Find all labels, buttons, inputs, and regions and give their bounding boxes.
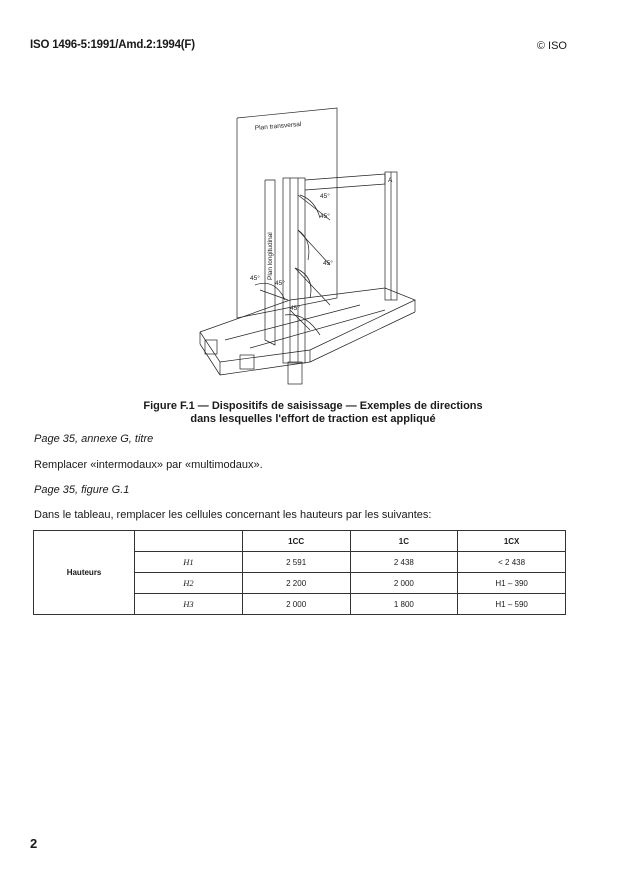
cell-h1-1cx: < 2 438 (458, 552, 566, 573)
base-frame (200, 288, 415, 362)
reference-figure: Page 35, figure G.1 (34, 484, 130, 496)
cell-h3-1c: 1 800 (350, 594, 458, 615)
table-header-row (34, 531, 566, 552)
replacement-instruction: Remplacer «intermodaux» par «multimodaux». (34, 459, 263, 471)
heights-table (33, 530, 566, 615)
angle-arc-mid (298, 230, 309, 260)
copyright-mark: © ISO (536, 40, 567, 52)
table-instruction: Dans le tableau, remplacer les cellules concernant les hauteurs par les suivantes: (34, 509, 432, 521)
longitudinal-plane-label: Plan longitudinal (267, 232, 274, 280)
caption-line-1: Figure F.1 — Dispositifs de saisissage — Exemples de directions (143, 400, 483, 412)
front-corner-post (283, 178, 305, 363)
angle-label-upper: 45° (320, 213, 330, 220)
col-header-1cc: 1CC (242, 531, 350, 552)
figure-caption (100, 400, 526, 426)
middle-foot (240, 355, 254, 369)
angle-label-base: 45° (290, 305, 300, 312)
angle-label-middle: 45° (323, 260, 333, 267)
cell-h2-1c: 2 000 (350, 573, 458, 594)
corner-mark: A (388, 177, 393, 184)
cell-h3-1cx: H1 – 590 (458, 594, 566, 615)
cell-h2-1cc: 2 200 (242, 573, 350, 594)
row-label-h2: H2 (135, 573, 243, 594)
row-group-header: Hauteurs (34, 531, 135, 615)
container-lifting-figure (180, 100, 440, 390)
angle-label-top: 45° (320, 193, 330, 200)
angle-arc-low (295, 268, 311, 298)
cell-h2-1cx: H1 – 390 (458, 573, 566, 594)
angle-label-left: 45° (250, 275, 260, 282)
cell-h1-1c: 2 438 (350, 552, 458, 573)
reference-annex-title: Page 35, annexe G, titre (34, 433, 154, 445)
col-header-1c: 1C (350, 531, 458, 552)
document-identifier: ISO 1496-5:1991/Amd.2:1994(F) (30, 39, 195, 51)
col-header-1cx: 1CX (458, 531, 566, 552)
row-label-h1: H1 (135, 552, 243, 573)
right-foot (288, 362, 302, 384)
angle-label-center: 45° (275, 280, 285, 287)
transverse-plane-label: Plan transversal (254, 120, 302, 132)
blank-header-cell (135, 531, 243, 552)
cell-h1-1cc: 2 591 (242, 552, 350, 573)
row-label-h3: H3 (135, 594, 243, 615)
angle-arc-top (300, 195, 320, 218)
caption-line-2: dans lesquelles l'effort de traction est appliqué (190, 413, 436, 425)
cell-h3-1cc: 2 000 (242, 594, 350, 615)
top-rail (305, 174, 385, 190)
page-number: 2 (30, 836, 38, 851)
